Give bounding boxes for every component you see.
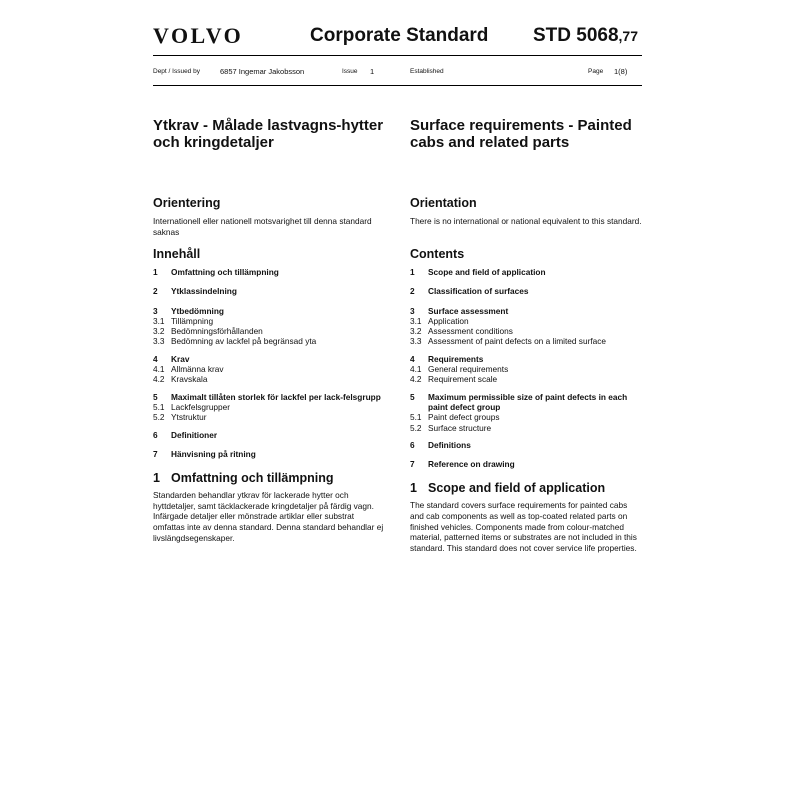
toc-item [410,316,642,326]
toc-item [410,306,642,316]
toc-number: 5.1 [153,401,165,412]
standard-number-main: STD 5068 [533,25,619,46]
toc-number: 6 [410,439,415,450]
sv-table-of-contents [153,267,385,459]
toc-item [410,354,642,364]
toc-item [153,306,385,316]
toc-number: 4.1 [410,364,422,375]
toc-number: 4 [153,353,158,364]
toc-label: Definitions [428,439,471,450]
toc-item [410,326,642,336]
toc-label: Allmänna krav [171,364,224,375]
section-number: 1 [410,481,417,496]
toc-item [410,423,642,433]
dept-label: Dept / Issued by [153,68,200,75]
toc-item [410,364,642,374]
toc-item [153,430,385,440]
en-section-1-heading [410,481,642,495]
toc-label: Hänvisning på ritning [171,448,256,459]
toc-label: Kravskala [171,374,208,385]
toc-label: Maximalt tillåten storlek för lackfel per lack-felsgrupp [171,391,381,402]
toc-label: Bedömning av lackfel på begränsad yta [171,336,317,347]
standard-number-suffix: ,77 [618,28,639,44]
section-title: Scope and field of application [428,481,606,496]
toc-item [153,449,385,459]
toc-number: 5.2 [410,422,422,433]
toc-item [153,267,385,277]
toc-label: Omfattning och tillämpning [171,267,279,277]
sv-contents-heading: Innehåll [153,247,201,261]
toc-number: 4.2 [410,374,422,385]
toc-number: 7 [153,448,158,459]
issue-label: Issue [342,68,358,75]
english-column [410,117,642,553]
toc-label: Requirements [428,353,484,364]
toc-label: Ytbedömning [171,305,225,316]
toc-number: 3.3 [153,336,165,347]
toc-label: Scope and field of application [428,267,546,277]
toc-number: 5.1 [410,412,422,423]
toc-number: 3.3 [410,336,422,347]
toc-number: 5 [410,391,415,402]
issue-value: 1 [370,67,375,76]
en-section-1-text: The standard covers surface requirements for painted cabs and cab components as well as top-coated related parts on finished vehicles. Components made from colour-matched material, patterned items or substrates are not included in this standard. This standard does not cover service life properties. [410,500,637,553]
sv-document-title: Ytkrav - Målade lastvagns-hytter och kringdetaljer [153,117,384,151]
issuer: 6857 Ingemar Jakobsson [220,67,305,76]
toc-item [153,364,385,374]
toc-item [153,354,385,364]
toc-label: Paint defect groups [428,412,500,423]
section-number: 1 [153,471,160,486]
toc-label: Ytklassindelning [171,286,237,297]
toc-label: Assessment conditions [428,326,513,337]
toc-number: 2 [410,286,415,297]
toc-number: 4 [410,353,415,364]
toc-number: 3.2 [410,326,422,337]
page-value: 1(8) [614,67,628,76]
toc-label: Bedömningsförhållanden [171,326,263,337]
toc-label: Application [428,315,469,326]
en-contents-heading: Contents [410,247,465,261]
toc-item [153,374,385,384]
toc-item [410,336,642,346]
toc-label: Surface assessment [428,305,509,316]
toc-number: 3.2 [153,326,165,337]
toc-item [153,392,385,402]
toc-label: Surface structure [428,422,492,433]
header-divider-bottom [153,85,642,86]
toc-item [153,316,385,326]
toc-item [153,326,385,336]
section-title: Omfattning och tillämpning [171,471,334,486]
standard-number [533,25,638,47]
toc-item [153,402,385,412]
toc-number: 3 [153,305,158,316]
en-orientation-heading: Orientation [410,196,477,210]
toc-label: Krav [171,353,190,364]
toc-label: Ytstruktur [171,412,207,423]
header-divider-top [153,55,642,56]
en-table-of-contents [410,267,642,469]
toc-label: Lackfelsgrupper [171,401,231,412]
toc-label: Requirement scale [428,374,498,385]
page-label: Page [588,68,604,75]
volvo-logo: VOLVO [153,23,244,48]
en-orientation-text: There is no international or national equivalent to this standard. [410,216,642,226]
toc-item [410,392,642,413]
toc-item [410,440,642,450]
toc-number: 5 [153,391,158,402]
established-label: Established [410,68,444,75]
toc-number: 1 [153,267,158,277]
toc-number: 6 [153,429,158,440]
toc-number: 3.1 [410,315,422,326]
toc-number: 5.2 [153,412,165,423]
sv-section-1-heading [153,471,385,485]
toc-item [153,336,385,346]
sv-orientation-text: Internationell eller nationell motsvarighet till denna standard saknas [153,216,372,237]
toc-number: 4.1 [153,364,165,375]
toc-item [410,267,642,277]
toc-label: Reference on drawing [428,459,515,470]
toc-number: 2 [153,286,158,297]
toc-item [153,286,385,296]
toc-item [410,286,642,296]
toc-item [153,412,385,422]
toc-label: Maximum permissible size of paint defects in each paint defect group [428,391,628,412]
toc-label: General requirements [428,364,509,375]
toc-label: Tillämpning [171,315,214,326]
toc-number: 4.2 [153,374,165,385]
sv-orientation-heading: Orientering [153,196,221,210]
toc-item [410,412,642,422]
document-type-title: Corporate Standard [310,25,489,46]
toc-item [410,459,642,469]
toc-item [410,374,642,384]
toc-number: 7 [410,459,415,470]
toc-label: Classification of surfaces [428,286,529,297]
sv-section-1-text: Standarden behandlar ytkrav för lackerade hytter och hyttdetaljer, samt täcklackerade kringdetaljer på färdig vagn. Infärgade detaljer eller mönstrade artiklar eller substrat omfattas inte av denna standard. Denna standard behandlar ej livslängdsegenskaper. [153,490,384,543]
toc-label: Assessment of paint defects on a limited surface [428,336,607,347]
toc-label: Definitioner [171,429,218,440]
en-document-title: Surface requirements - Painted cabs and related parts [410,117,632,151]
swedish-column [153,117,385,543]
toc-number: 1 [410,267,415,277]
toc-number: 3.1 [153,315,165,326]
toc-number: 3 [410,305,415,316]
